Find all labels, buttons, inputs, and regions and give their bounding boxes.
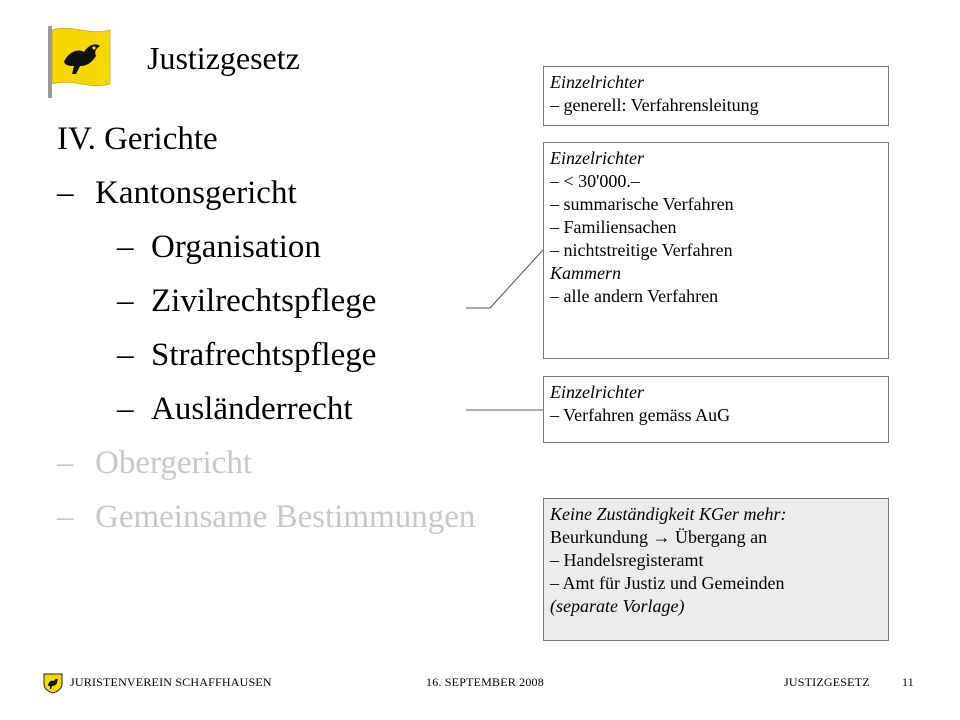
bullet-dash: – [57, 175, 74, 211]
info-box-verfahrensleitung [543, 66, 889, 126]
outline-item-obergericht [57, 443, 252, 483]
box-line: – nichtstreitige Verfahren [550, 240, 733, 260]
outline-label: IV. Gerichte [57, 121, 218, 157]
box-line: – summarische Verfahren [550, 194, 734, 214]
outline-label: Obergericht [95, 445, 252, 481]
box-line: – Verfahren gemäss AuG [550, 405, 731, 425]
outline-item-strafrechtspflege [117, 335, 376, 375]
bullet-dash: – [117, 337, 134, 373]
bullet-dash: – [57, 499, 74, 535]
outline-item-kantonsgericht [57, 173, 297, 213]
box-line: – generell: Verfahrensleitung [550, 95, 759, 115]
bullet-dash: – [117, 229, 134, 265]
outline-item-gemeinsame-bestimmungen [57, 497, 475, 537]
bullet-dash: – [117, 283, 134, 319]
box-line: – Amt für Justiz und Gemeinden [550, 573, 785, 593]
schaffhausen-flag-icon [44, 18, 134, 100]
box-line: – Handelsregisteramt [550, 550, 704, 570]
box-heading: Einzelrichter [550, 382, 644, 402]
box-line: – alle andern Verfahren [550, 286, 719, 306]
outline-label: Organisation [151, 229, 321, 265]
outline-item-organisation [117, 227, 321, 267]
outline-label: Gemeinsame Bestimmungen [95, 499, 476, 535]
footer-date: 16. SEPTEMBER 2008 [426, 675, 544, 689]
box-note: (separate Vorlage) [550, 596, 685, 616]
outline-label: Zivilrechtspflege [151, 283, 377, 319]
box-heading: Keine Zuständigkeit KGer mehr: [550, 504, 787, 524]
box-line: – < 30'000.– [550, 171, 640, 191]
coat-of-arms-icon [42, 672, 64, 694]
box-line: – Familiensachen [550, 217, 677, 237]
outline-item-zivilrechtspflege [117, 281, 376, 321]
outline-item-gerichte [57, 119, 218, 159]
box-line: Beurkundung → Übergang an [550, 527, 768, 547]
bullet-dash: – [117, 391, 134, 427]
info-box-zivilrechtspflege [543, 142, 889, 359]
bullet-dash: – [57, 445, 74, 481]
box-subheading: Kammern [550, 263, 621, 283]
outline-label: Ausländerrecht [151, 391, 353, 427]
footer-organization: JURISTENVEREIN SCHAFFHAUSEN [70, 675, 272, 689]
footer-topic: JUSTIZGESETZ [784, 675, 870, 689]
box-heading: Einzelrichter [550, 72, 644, 92]
outline-label: Kantonsgericht [95, 175, 297, 211]
box-heading: Einzelrichter [550, 148, 644, 168]
info-box-auslaenderrecht [543, 376, 889, 443]
outline-label: Strafrechtspflege [151, 337, 377, 373]
footer-page-number: 11 [902, 675, 914, 689]
outline-item-auslaenderrecht [117, 389, 353, 429]
info-box-keine-zustaendigkeit [543, 498, 889, 641]
connector-zivil-diagonal [490, 250, 543, 308]
slide-title: Justizgesetz [147, 40, 300, 76]
